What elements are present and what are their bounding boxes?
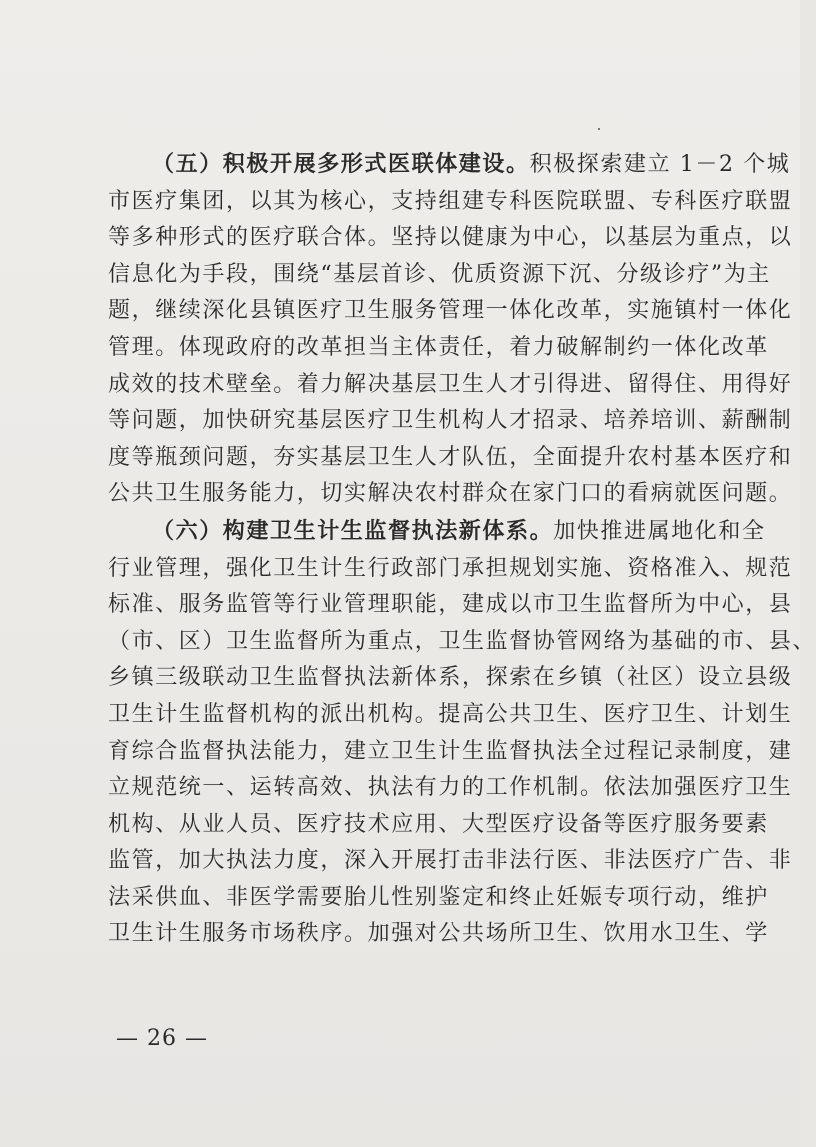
section-5-line-10: 公共卫生服务能力，切实解决农村群众在家门口的看病就医问题。 bbox=[108, 481, 793, 507]
section-6-line-7: 育综合监督执法能力，建立卫生计生监督执法全过程记录制度，建 bbox=[108, 738, 793, 764]
section-6-line-10: 监管，加大执法力度，深入开展打击非法行医、非法医疗广告、非 bbox=[108, 848, 793, 874]
scan-speck bbox=[598, 128, 600, 130]
section-6-line-4: （市、区）卫生监督所为重点，卫生监督协管网络为基础的市、县、 bbox=[108, 628, 816, 654]
section-5-paragraph bbox=[108, 146, 793, 513]
section-5-line-8: 等问题，加快研究基层医疗卫生机构人才招录、培养培训、薪酬制 bbox=[108, 408, 793, 434]
section-6-line-6: 卫生计生监督机构的派出机构。提高公共卫生、医疗卫生、计划生 bbox=[108, 701, 793, 727]
section-6-line-1 bbox=[108, 513, 766, 551]
section-5-line-9: 度等瓶颈问题，夯实基层卫生人才队伍，全面提升农村基本医疗和 bbox=[108, 444, 793, 470]
section-6-heading: （六）构建卫生计生监督执法新体系。 bbox=[152, 517, 554, 544]
section-5-line-1-text: 积极探索建立 1－2 个城 bbox=[529, 152, 791, 177]
section-5-line-1 bbox=[108, 146, 791, 184]
section-6-line-12: 卫生计生服务市场秩序。加强对公共场所卫生、饮用水卫生、学 bbox=[108, 921, 769, 947]
section-5-line-6: 管理。体现政府的改革担当主体责任，着力破解制约一体化改革 bbox=[108, 334, 769, 360]
section-5-line-4: 信息化为手段，围绕“基层首诊、优质资源下沉、分级诊疗”为主 bbox=[108, 261, 771, 287]
section-6-paragraph bbox=[108, 513, 816, 953]
section-6-line-3: 标准、服务监管等行业管理职能，建成以市卫生监督所为中心，县 bbox=[108, 592, 793, 618]
section-6-line-2: 行业管理，强化卫生计生行政部门承担规划实施、资格准入、规范 bbox=[108, 555, 793, 581]
section-5-line-2: 市医疗集团，以其为核心，支持组建专科医院联盟、专科医疗联盟 bbox=[108, 188, 793, 214]
section-5-line-3: 等多种形式的医疗联合体。坚持以健康为中心，以基层为重点，以 bbox=[108, 225, 793, 251]
page-number: — 26 — bbox=[116, 1026, 208, 1051]
section-5-heading: （五）积极开展多形式医联体建设。 bbox=[152, 151, 530, 177]
section-6-line-5: 乡镇三级联动卫生监督执法新体系，探索在乡镇（社区）设立县级 bbox=[108, 665, 793, 691]
section-6-line-11: 法采供血、非医学需要胎儿性别鉴定和终止妊娠专项行动，维护 bbox=[108, 884, 769, 910]
section-6-line-9: 机构、从业人员、医疗技术应用、大型医疗设备等医疗服务要素 bbox=[108, 811, 769, 837]
document-body bbox=[108, 146, 816, 953]
section-6-line-1-text: 加快推进属地化和全 bbox=[553, 518, 766, 544]
section-5-line-5: 题，继续深化县镇医疗卫生服务管理一体化改革，实施镇村一体化 bbox=[108, 298, 793, 324]
section-6-line-8: 立规范统一、运转高效、执法有力的工作机制。依法加强医疗卫生 bbox=[108, 775, 793, 801]
section-5-line-7: 成效的技术壁垒。着力解决基层卫生人才引得进、留得住、用得好 bbox=[108, 371, 793, 397]
